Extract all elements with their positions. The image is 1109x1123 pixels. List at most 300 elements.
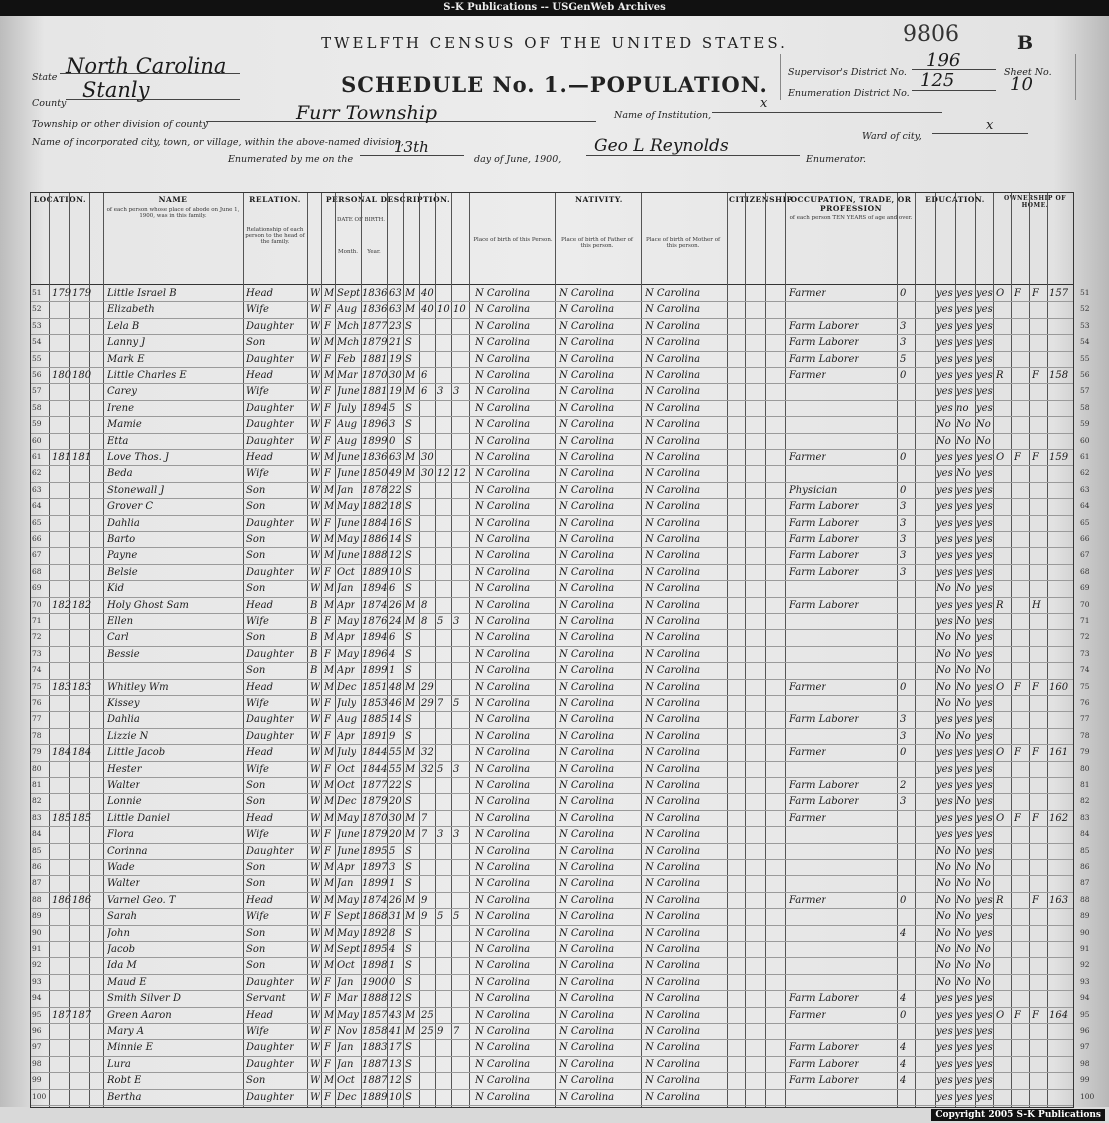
can-write: yes <box>956 288 973 299</box>
mother-birthplace: N Carolina <box>645 435 701 447</box>
mother-birthplace: N Carolina <box>645 960 701 972</box>
birth-year: 1879 <box>362 829 388 841</box>
birth-month: June <box>337 468 360 480</box>
relation: Daughter <box>246 714 294 726</box>
occupation: Farm Laborer <box>789 353 860 365</box>
row-number-right: 81 <box>1080 780 1090 789</box>
person-name: Lura <box>107 1058 131 1070</box>
table-row <box>31 894 1073 909</box>
person-name: Grover C <box>107 501 153 513</box>
relation: Head <box>246 288 274 299</box>
father-birthplace: N Carolina <box>559 829 615 841</box>
color: W <box>310 714 321 726</box>
age: 14 <box>389 714 402 726</box>
color: W <box>310 812 321 824</box>
relation: Son <box>246 550 266 562</box>
speaks-english: yes <box>976 911 993 923</box>
can-write: yes <box>956 501 973 513</box>
occupation: Farmer <box>789 370 827 381</box>
age: 63 <box>389 304 402 316</box>
speaks-english: yes <box>976 763 993 775</box>
children-living: 5 <box>453 911 460 923</box>
age: 30 <box>389 812 402 824</box>
relation: Head <box>246 1009 274 1021</box>
age: 24 <box>389 616 402 627</box>
sex: F <box>324 386 331 398</box>
can-write: yes <box>956 714 973 726</box>
months-unemployed: 3 <box>900 534 907 545</box>
birth-year: 1884 <box>362 517 388 529</box>
children-born: 3 <box>437 829 444 841</box>
children-born: 12 <box>437 468 450 480</box>
months-unemployed: 3 <box>900 714 907 726</box>
person-name: Holy Ghost Sam <box>107 599 189 611</box>
free-or-mortgaged: F <box>1014 747 1021 759</box>
marital-status: S <box>405 320 412 332</box>
color: W <box>310 1091 321 1103</box>
person-name: Carey <box>107 386 137 398</box>
birthplace: N Carolina <box>475 1009 531 1021</box>
mother-birthplace: N Carolina <box>645 780 701 791</box>
sex: M <box>324 944 335 955</box>
mother-birthplace: N Carolina <box>645 894 701 906</box>
birth-month: Oct <box>337 763 355 775</box>
can-read: yes <box>936 337 953 349</box>
farm-or-house: F <box>1032 1009 1039 1021</box>
city-label: Name of incorporated city, town, or village, within the above-named division, <box>32 137 404 148</box>
can-read: No <box>936 976 951 988</box>
mother-birthplace: N Carolina <box>645 288 701 299</box>
father-birthplace: N Carolina <box>559 927 615 939</box>
years-married: 40 <box>421 288 434 299</box>
birthplace: N Carolina <box>475 648 531 660</box>
father-birthplace: N Carolina <box>559 1058 615 1070</box>
supervisor-label: Supervisor's District No. <box>788 67 907 78</box>
sex: M <box>324 747 335 759</box>
father-birthplace: N Carolina <box>559 747 615 759</box>
relation: Wife <box>246 1026 269 1037</box>
father-birthplace: N Carolina <box>559 1026 615 1037</box>
farm-or-house: F <box>1032 812 1039 824</box>
mother-birthplace: N Carolina <box>645 763 701 775</box>
sex: F <box>324 402 331 414</box>
can-read: yes <box>936 402 953 414</box>
birth-year: 1896 <box>362 648 388 660</box>
age: 16 <box>389 517 402 529</box>
county-value: Stanly <box>82 78 150 102</box>
speaks-english: No <box>976 960 991 972</box>
birthplace: N Carolina <box>475 714 531 726</box>
farm-or-house: F <box>1032 288 1039 299</box>
township-label: Township or other division of county <box>32 119 208 130</box>
marital-status: S <box>405 714 412 726</box>
person-name: Green Aaron <box>107 1009 172 1021</box>
table-row <box>31 353 1073 368</box>
years-married: 30 <box>421 468 434 480</box>
speaks-english: yes <box>976 320 993 332</box>
birth-month: Apr <box>337 665 356 677</box>
owned-or-rented: O <box>996 452 1005 463</box>
person-name: Bertha <box>107 1091 142 1103</box>
ed-label: Enumeration District No. <box>788 88 910 99</box>
age: 6 <box>389 583 396 595</box>
age: 5 <box>389 402 396 414</box>
birth-year: 1874 <box>362 599 388 611</box>
row-number: 91 <box>32 944 42 953</box>
row-number: 67 <box>32 550 42 560</box>
row-number: 79 <box>32 747 42 757</box>
sex: M <box>324 632 335 644</box>
sex: F <box>324 616 331 627</box>
age: 14 <box>389 534 402 545</box>
can-write: No <box>956 616 971 627</box>
row-number: 99 <box>32 1075 42 1085</box>
months-unemployed: 5 <box>900 353 907 365</box>
mother-birthplace: N Carolina <box>645 681 701 693</box>
col-pob-father: Place of birth of Father of this person. <box>561 237 633 249</box>
person-name: Flora <box>107 829 134 841</box>
mother-birthplace: N Carolina <box>645 648 701 660</box>
birth-year: 1882 <box>362 501 388 513</box>
family-number: 179 <box>72 288 92 299</box>
table-row <box>31 451 1073 466</box>
age: 10 <box>389 1091 402 1103</box>
relation: Head <box>246 599 274 611</box>
birth-year: 1851 <box>362 681 388 693</box>
speaks-english: yes <box>976 550 993 562</box>
age: 1 <box>389 878 396 890</box>
years-married: 8 <box>421 616 428 627</box>
row-number: 57 <box>32 386 42 396</box>
row-number: 73 <box>32 648 42 658</box>
can-read: yes <box>936 1009 953 1021</box>
table-row <box>31 664 1073 679</box>
color: W <box>310 911 321 923</box>
months-unemployed: 4 <box>900 1042 907 1054</box>
person-name: Little Jacob <box>107 747 166 759</box>
can-read: yes <box>936 1058 953 1070</box>
children-living: 3 <box>453 616 460 627</box>
marital-status: S <box>405 976 412 988</box>
relation: Daughter <box>246 435 294 447</box>
can-write: yes <box>956 370 973 381</box>
person-name: Walter <box>107 780 141 791</box>
enum-day: 13th <box>394 138 429 156</box>
father-birthplace: N Carolina <box>559 337 615 349</box>
population-table <box>30 192 1074 1108</box>
can-read: yes <box>936 993 953 1005</box>
birth-month: Aug <box>337 304 358 316</box>
mother-birthplace: N Carolina <box>645 599 701 611</box>
age: 12 <box>389 993 402 1005</box>
age: 22 <box>389 780 402 791</box>
marital-status: M <box>405 386 416 398</box>
row-number-right: 63 <box>1080 484 1090 494</box>
father-birthplace: N Carolina <box>559 648 615 660</box>
age: 4 <box>389 944 396 955</box>
can-read: No <box>936 894 951 906</box>
birth-month: Mar <box>337 370 358 381</box>
row-number: 98 <box>32 1058 42 1068</box>
stamp-number: 9806 <box>903 22 959 47</box>
ward-value: x <box>986 118 994 133</box>
table-row <box>31 336 1073 351</box>
marital-status: S <box>405 632 412 644</box>
birth-month: Sept <box>337 288 361 299</box>
person-name: Little Daniel <box>107 812 170 824</box>
can-write: yes <box>956 780 973 791</box>
row-number-right: 77 <box>1080 714 1090 724</box>
can-read: No <box>936 648 951 660</box>
birth-month: Oct <box>337 566 355 578</box>
marital-status: S <box>405 419 412 431</box>
can-write: No <box>956 944 971 955</box>
speaks-english: yes <box>976 468 993 480</box>
father-birthplace: N Carolina <box>559 616 615 627</box>
speaks-english: yes <box>976 1009 993 1021</box>
birth-year: 1836 <box>362 452 388 463</box>
marital-status: S <box>405 501 412 513</box>
speaks-english: No <box>976 976 991 988</box>
farm-schedule: 160 <box>1049 681 1069 693</box>
can-write: No <box>956 681 971 693</box>
color: W <box>310 960 321 972</box>
row-number: 54 <box>32 337 42 347</box>
color: W <box>310 402 321 414</box>
birth-month: May <box>337 648 359 660</box>
relation: Head <box>246 452 274 463</box>
age: 26 <box>389 599 402 611</box>
row-number-right: 58 <box>1080 402 1090 412</box>
birth-year: 1889 <box>362 1091 388 1103</box>
birthplace: N Carolina <box>475 501 531 513</box>
row-number-right: 75 <box>1080 681 1090 691</box>
table-row <box>31 1041 1073 1056</box>
color: W <box>310 517 321 529</box>
relation: Wife <box>246 616 269 627</box>
children-born: 3 <box>437 386 444 398</box>
relation: Wife <box>246 386 269 398</box>
table-row <box>31 812 1073 827</box>
relation: Wife <box>246 911 269 923</box>
father-birthplace: N Carolina <box>559 386 615 398</box>
mother-birthplace: N Carolina <box>645 1091 701 1103</box>
children-living: 7 <box>453 1026 460 1037</box>
can-read: yes <box>936 616 953 627</box>
birth-year: 1898 <box>362 960 388 972</box>
row-number: 97 <box>32 1042 42 1052</box>
father-birthplace: N Carolina <box>559 370 615 381</box>
row-number: 72 <box>32 632 42 642</box>
mother-birthplace: N Carolina <box>645 730 701 742</box>
table-row <box>31 1009 1073 1024</box>
row-number: 78 <box>32 730 42 740</box>
can-write: No <box>956 796 971 808</box>
age: 20 <box>389 796 402 808</box>
sex: M <box>324 862 335 873</box>
color: W <box>310 829 321 841</box>
father-birthplace: N Carolina <box>559 944 615 955</box>
mother-birthplace: N Carolina <box>645 714 701 726</box>
marital-status: S <box>405 730 412 742</box>
speaks-english: yes <box>976 730 993 742</box>
marital-status: S <box>405 517 412 529</box>
farm-or-house: F <box>1032 681 1039 693</box>
birth-year: 1858 <box>362 1026 388 1037</box>
relation: Head <box>246 747 274 759</box>
row-number: 63 <box>32 484 42 494</box>
months-unemployed: 0 <box>900 370 907 381</box>
sex: M <box>324 501 335 513</box>
relation: Daughter <box>246 1091 294 1103</box>
marital-status: S <box>405 435 412 447</box>
sex: F <box>324 419 331 431</box>
sex: F <box>324 320 331 332</box>
occupation: Farmer <box>789 894 827 906</box>
person-name: Irene <box>107 402 135 414</box>
family-number: 186 <box>72 894 92 906</box>
months-unemployed: 3 <box>900 566 907 578</box>
birthplace: N Carolina <box>475 845 531 857</box>
birth-month: Aug <box>337 435 358 447</box>
father-birthplace: N Carolina <box>559 1009 615 1021</box>
speaks-english: yes <box>976 288 993 299</box>
row-number-right: 59 <box>1080 419 1090 429</box>
ward-line <box>932 120 1028 134</box>
row-number: 56 <box>32 370 42 379</box>
birthplace: N Carolina <box>475 1091 531 1103</box>
speaks-english: yes <box>976 583 993 595</box>
birthplace: N Carolina <box>475 976 531 988</box>
can-write: yes <box>956 566 973 578</box>
row-number-right: 53 <box>1080 320 1090 330</box>
sex: F <box>324 304 331 316</box>
relation: Daughter <box>246 517 294 529</box>
free-or-mortgaged: F <box>1014 681 1021 693</box>
row-number: 55 <box>32 353 42 363</box>
speaks-english: yes <box>976 1058 993 1070</box>
table-row <box>31 385 1073 400</box>
birthplace: N Carolina <box>475 484 531 496</box>
sex: F <box>324 730 331 742</box>
color: W <box>310 698 321 709</box>
row-number-right: 93 <box>1080 976 1090 986</box>
months-unemployed: 3 <box>900 337 907 349</box>
family-number: 184 <box>72 747 92 759</box>
marital-status: M <box>405 468 416 480</box>
marital-status: S <box>405 583 412 595</box>
row-number: 96 <box>32 1026 42 1035</box>
marital-status: S <box>405 862 412 873</box>
father-birthplace: N Carolina <box>559 1091 615 1103</box>
birth-month: Mch <box>337 320 360 332</box>
can-write: yes <box>956 599 973 611</box>
person-name: Smith Silver D <box>107 993 181 1005</box>
sex: M <box>324 780 335 791</box>
district-box <box>780 54 1076 100</box>
mother-birthplace: N Carolina <box>645 550 701 562</box>
occupation: Farm Laborer <box>789 534 860 545</box>
can-read: No <box>936 730 951 742</box>
birth-year: 1879 <box>362 337 388 349</box>
age: 30 <box>389 370 402 381</box>
relation: Head <box>246 812 274 824</box>
age: 3 <box>389 419 396 431</box>
dwelling-number: 183 <box>52 681 72 693</box>
birthplace: N Carolina <box>475 829 531 841</box>
color: W <box>310 435 321 447</box>
speaks-english: yes <box>976 402 993 414</box>
birth-year: 1894 <box>362 583 388 595</box>
can-read: yes <box>936 812 953 824</box>
birth-month: Mch <box>337 337 360 349</box>
can-write: yes <box>956 320 973 332</box>
sex: F <box>324 976 331 988</box>
sex: M <box>324 960 335 972</box>
can-write: No <box>956 911 971 923</box>
enumerator-label: Enumerator. <box>806 154 867 165</box>
person-name: Ellen <box>107 616 134 627</box>
birth-month: Jan <box>337 1042 354 1054</box>
children-living: 12 <box>453 468 466 480</box>
can-write: yes <box>956 1026 973 1037</box>
color: W <box>310 484 321 496</box>
can-write: yes <box>956 829 973 841</box>
person-name: Kid <box>107 583 125 595</box>
birth-month: June <box>337 845 360 857</box>
speaks-english: yes <box>976 452 993 463</box>
can-read: No <box>936 960 951 972</box>
table-row <box>31 828 1073 843</box>
occupation: Farmer <box>789 747 827 759</box>
institution-line <box>712 99 942 113</box>
sex: F <box>324 566 331 578</box>
person-name: Lizzie N <box>107 730 149 742</box>
can-write: No <box>956 419 971 431</box>
owned-or-rented: R <box>996 894 1004 906</box>
table-row <box>31 795 1073 810</box>
relation: Son <box>246 1075 266 1087</box>
person-name: John <box>107 927 130 939</box>
col-location: LOCATION. <box>33 195 87 204</box>
mother-birthplace: N Carolina <box>645 829 701 841</box>
can-write: yes <box>956 993 973 1005</box>
row-number-right: 89 <box>1080 911 1090 921</box>
col-birth: DATE OF BIRTH. <box>336 217 386 223</box>
occupation: Farm Laborer <box>789 1042 860 1054</box>
relation: Son <box>246 534 266 545</box>
row-number: 80 <box>32 763 42 773</box>
can-write: No <box>956 468 971 480</box>
table-row <box>31 713 1073 728</box>
farm-schedule: 158 <box>1049 370 1069 381</box>
table-row <box>31 303 1073 318</box>
birth-month: Sept <box>337 911 361 923</box>
person-name: Lela B <box>107 320 140 332</box>
sex: M <box>324 878 335 890</box>
birth-month: July <box>337 402 357 414</box>
speaks-english: yes <box>976 370 993 381</box>
row-number-right: 92 <box>1080 960 1090 970</box>
birth-month: July <box>337 698 357 709</box>
can-read: No <box>936 944 951 955</box>
row-number: 87 <box>32 878 42 888</box>
birth-month: Jan <box>337 583 354 595</box>
birth-year: 1886 <box>362 534 388 545</box>
father-birthplace: N Carolina <box>559 993 615 1005</box>
can-read: yes <box>936 714 953 726</box>
color: W <box>310 681 321 693</box>
